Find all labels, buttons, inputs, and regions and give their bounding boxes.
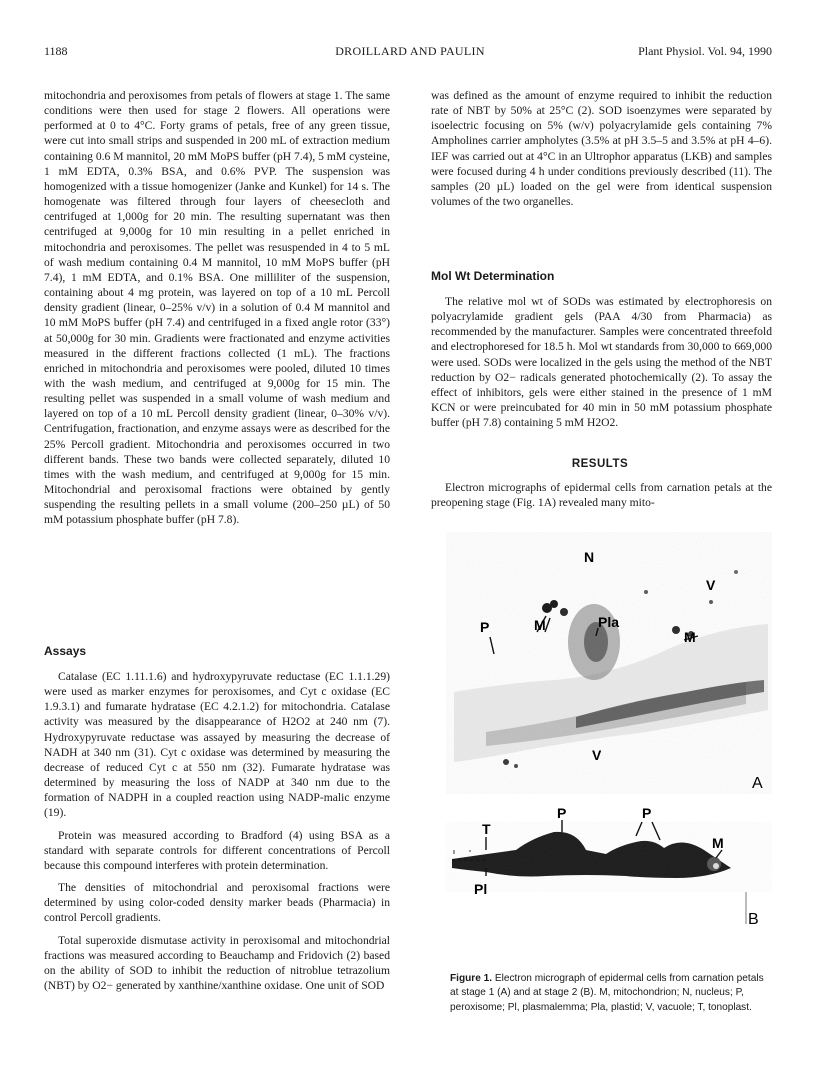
label-v-b: V bbox=[592, 747, 602, 763]
label-p-b-left: P bbox=[557, 805, 567, 821]
figure-1-micrograph bbox=[446, 532, 776, 952]
label-p-b-right: P bbox=[642, 805, 652, 821]
sod-paragraph: Total superoxide dismutase activity in peroxisomal and mitochondrial fractions was measured according to Beauchamp and Fridovich (2) based on the ability of SOD to inhibit the reduction of nitroblue tetrazolium (NBT) by O2− generated by xanthine/xanthine oxidase. One unit of SOD bbox=[44, 933, 390, 992]
label-m-a-right: M bbox=[684, 629, 696, 645]
panel-a-letter: A bbox=[752, 775, 763, 792]
density-paragraph: The densities of mitochondrial and peroxisomal fractions were determined by using color-coded density marker beads (Pharmacia) in control Percoll gradients. bbox=[44, 881, 390, 925]
label-n: N bbox=[584, 549, 595, 565]
label-t: T bbox=[482, 821, 491, 837]
figure-1-caption-label: Figure 1. bbox=[450, 973, 493, 984]
label-v-a: V bbox=[706, 577, 716, 593]
label-pla: Pla bbox=[598, 614, 620, 630]
results-heading: RESULTS bbox=[571, 458, 629, 470]
assays-paragraph: Catalase (EC 1.11.1.6) and hydroxypyruvate reductase (EC 1.1.1.29) were used as marker enzymes for peroxisomes, and Cyt c oxidase (EC 1.9.3.1) and fumarate hydratase (EC 4.2.1.2) for mitochondria. Catalase activity was measured by the disappearance of H2O2 at 240 nm (7). Hydroxypyruvate reductase was assayed by measuring the decrease of NADH at 340 nm (31). Cyt c oxidase was determined by measuring the decrease of reduced Cyt c at 550 nm (32). Fumarate hydratase was determined by measuring the loss of NADP at 340 nm due to the formation of NADPH in a coupled reaction using NADP-malic enzyme (19). bbox=[44, 670, 390, 820]
methods-paragraph: mitochondria and peroxisomes from petals of flowers at stage 1. The same conditions were then used for stage 2 flowers. All operations were performed at 0 to 4°C. Forty grams of petals, free of any green tissue, were cut into small strips and suspended in 200 mL of extraction medium containing 0.6 M mannitol, 20 mM MoPS buffer (pH 7.4), 5 mM cysteine, 1 mM EDTA, 0.3% BSA, and 0.6% PVP. The suspension was homogenized with a tissue homogenizer (Janke and Kunkel) for 14 s. The homogenate was filtered through four layers of cheesecloth and centrifuged at 1,000g for 20 min. The resulting supernatant was then centrifuged at 9,000g for 10 min resulting in a pellet enriched in mitochondria and peroxisomes. The pellet was resuspended in 4 to 5 mL of wash medium containing 0.4 M mannitol, 10 mM MoPS buffer (pH 7.4), 1 mM EDTA, and 0.1% BSA. One milliliter of the suspension, containing about 4 mg protein, was layered on top of a 10 mL Percoll density gradient (linear, 0–25% v/v) in a solution of 0.4 M mannitol and 10 mM MoPS buffer (pH 7.4) and centrifuged in a fixed angle rotor (33°) at 50,000g for 30 min. Gradients were fractionated and enzyme activities measured in the different fractions collected (1 mL). The fractions enriched in mitochondria and peroxisomes were pooled, diluted 10 times with the wash medium, and centrifuged at 9,000g for 15 min. The resulting pellet was suspended in a small volume of wash medium and layered on top of a 10 mL Percoll density gradient (linear, 0–30% v/v). Centrifugation, fractionation, and enzyme assays were as described for the 25% Percoll gradient. Mitochondria and peroxisomes occurred in two different bands. These two bands were collected separately, diluted 10 times with the wash medium, and centrifuged at 9,000g for 15 min. Mitochondrial and peroxisomal fractions were obtained by gently suspending the resulting pellets in a small volume (200–250 µL) of 50 mM potassium phosphate buffer (pH 7.8). bbox=[44, 89, 390, 527]
molwt-heading: Mol Wt Determination bbox=[431, 269, 555, 283]
figure-1-caption bbox=[450, 972, 772, 1015]
right-column-middle bbox=[431, 294, 772, 430]
right-column-top bbox=[431, 88, 772, 209]
label-p-a: P bbox=[480, 619, 490, 635]
page-number: 1188 bbox=[44, 44, 68, 58]
panel-a-micrograph bbox=[446, 532, 772, 794]
molwt-paragraph: The relative mol wt of SODs was estimated by electrophoresis on polyacrylamide gradient gels (PAA 4/30 from Pharmacia) as recommended by the manufacturer. Samples were concentrated threefold and electrophoresed for 18.5 h. Mol wt standards from 30,000 to 669,000 were used. SODs were localized in the gels using the method of the NBT reduction by O2− radicals generated photochemically (2). To assay the effect of inhibitors, gels were either stained in the presence of 1 mM KCN or were preincubated for 40 min in 50 mM potassium phosphate buffer (pH 7.8) containing 5 mM H2O2. bbox=[431, 295, 772, 430]
figure-1-caption-text: Electron micrograph of epidermal cells from carnation petals at stage 1 (A) and at stage 2 (B). M, mitochondrion; N, nucleus; P, peroxisome; Pl, plasmalemma; Pla, plastid; V, vacuole; T, tonoplast. bbox=[450, 973, 764, 1013]
label-m-b: M bbox=[712, 835, 724, 851]
left-column-top bbox=[44, 88, 390, 528]
label-pl: Pl bbox=[474, 881, 488, 897]
label-m-a-left: M bbox=[534, 617, 546, 633]
journal-citation: Plant Physiol. Vol. 94, 1990 bbox=[638, 44, 772, 58]
left-column-bottom bbox=[44, 669, 390, 993]
results-paragraph: Electron micrographs of epidermal cells from carnation petals at the preopening stage (Fig. 1A) revealed many mito- bbox=[431, 481, 772, 510]
running-authors: DROILLARD AND PAULIN bbox=[335, 44, 485, 58]
right-column-results bbox=[431, 480, 772, 510]
assays-heading: Assays bbox=[44, 644, 87, 658]
sod-definition-paragraph: was defined as the amount of enzyme required to inhibit the reduction rate of NBT by 50% at 25°C (2). SOD isoenzymes were separated by isoelectric focusing on 5% (w/v) polyacrylamide gels containing 7% Ampholines carrier ampholytes (3.5% at pH 3.5–5 and 3.5% at pH 4–6). IEF was carried out at 4°C in an Ultrophor apparatus (LKB) and samples were focused during 4 h under conditions previously described (11). The samples (20 µL) loaded on the gel were from identical suspension volumes of the two organelles. bbox=[431, 89, 772, 209]
panel-b-letter: B bbox=[748, 911, 759, 928]
protein-paragraph: Protein was measured according to Bradford (4) using BSA as a standard with separate controls for different concentrations of Percoll because this compound interferes with protein determination. bbox=[44, 828, 390, 872]
